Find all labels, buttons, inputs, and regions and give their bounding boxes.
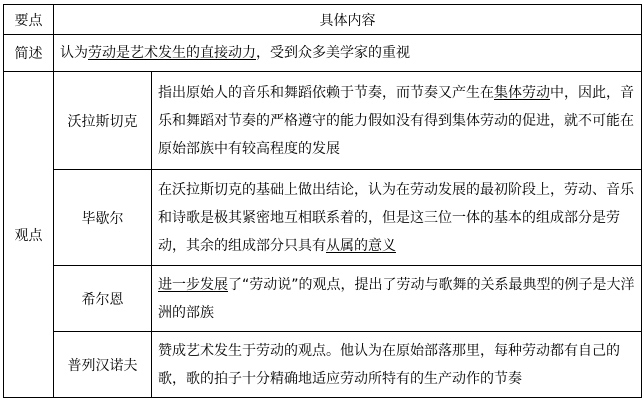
viewpoint-row <box>4 266 642 332</box>
header-content-cell: 具体内容 <box>54 5 642 35</box>
viewpoint-text <box>152 266 642 332</box>
viewpoint-text-part1: 在沃拉斯切克的基础上做出结论，认为在劳动发展的最初阶段上，劳动、音乐和诗歌是极其紧密地互相联系着的，但是这三位一体的基本的组成部分是劳动，其余的组成部分只具有 <box>158 181 634 254</box>
summary-text <box>54 35 642 72</box>
viewpoint-row <box>4 332 642 398</box>
viewpoint-text-part2: 了“劳动说”的观点，提出了劳动与歌舞的关系最典型的例子是大洋洲的部族 <box>158 276 635 321</box>
viewpoints-label: 观点 <box>4 72 54 398</box>
summary-text-part1: 认为 <box>60 45 88 61</box>
viewpoint-text-part2: 中，因此，音乐和舞蹈对节奏的严格遵守的能力假如没有得到集体劳动的促进，就不可能在原始部族中有较高程度的发展 <box>158 84 634 157</box>
viewpoint-underlined: 集体劳动 <box>494 84 550 101</box>
header-key-cell: 要点 <box>4 5 54 35</box>
summary-label: 简述 <box>4 35 54 72</box>
viewpoint-text <box>152 332 642 398</box>
viewpoint-row <box>4 170 642 266</box>
viewpoint-text <box>152 170 642 266</box>
viewpoint-underlined: 进一步发展 <box>158 276 228 293</box>
summary-underlined: 劳动是艺术发生的直接动力 <box>88 45 256 61</box>
summary-text-part2: ，受到众多美学家的重视 <box>256 45 410 61</box>
viewpoint-name: 普列汉诺夫 <box>54 332 152 398</box>
summary-row <box>4 35 642 72</box>
viewpoint-name: 沃拉斯切克 <box>54 72 152 170</box>
content-table <box>3 4 642 398</box>
viewpoint-text-part1: 指出原始人的音乐和舞蹈依赖于节奏，而节奏又产生在 <box>158 84 494 101</box>
header-row <box>4 5 642 35</box>
viewpoint-row <box>4 72 642 170</box>
viewpoint-name: 希尔恩 <box>54 266 152 332</box>
viewpoint-underlined: 从属的意义 <box>326 237 396 254</box>
viewpoint-name: 毕歇尔 <box>54 170 152 266</box>
viewpoint-text <box>152 72 642 170</box>
viewpoint-text-part1: 赞成艺术发生于劳动的观点。他认为在原始部落那里，每种劳动都有自己的歌，歌的拍子十分精确地适应劳动所特有的生产动作的节奏 <box>158 342 620 387</box>
